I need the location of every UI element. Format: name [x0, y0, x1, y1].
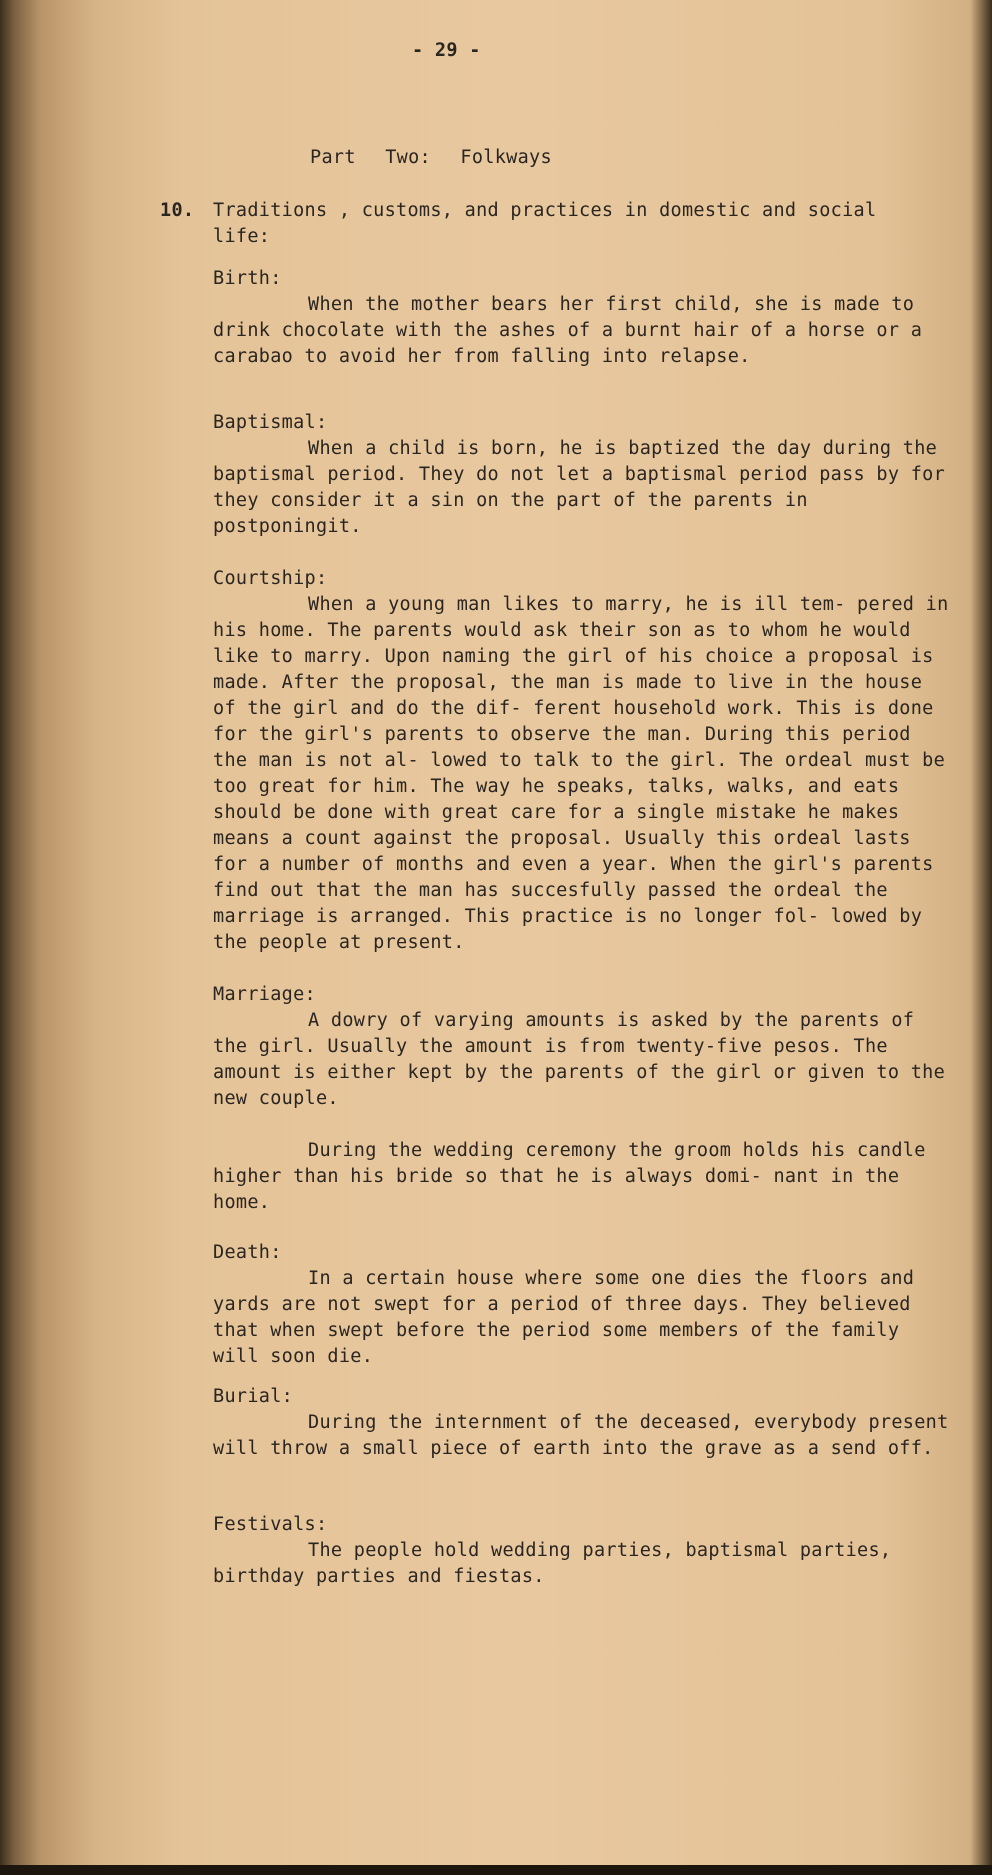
section-heading: Death: — [213, 1242, 282, 1263]
section-number: 10. — [160, 200, 195, 221]
section-paragraph: When a child is born, he is baptized the day during the baptismal period. They do not let a baptismal period pass by for they consider it a sin on the part of the parents in postponingit. — [213, 438, 946, 537]
section-heading: Birth: — [213, 268, 282, 289]
section-paragraph: During the internment of the deceased, everybody present will throw a small piece of earth into the grave as a send off. — [213, 1412, 949, 1459]
section-festivals — [213, 1512, 953, 1590]
section-baptismal — [213, 410, 953, 540]
section-heading: Burial: — [213, 1386, 294, 1407]
section-paragraph: A dowry of varying amounts is asked by the parents of the girl. Usually the amount is from twenty-five pesos. The amount is either kept by the parents of the girl or given to the new couple. — [213, 1010, 946, 1109]
section-birth — [213, 266, 953, 370]
section-paragraph: The people hold wedding parties, baptismal parties, birthday parties and fiestas. — [213, 1540, 892, 1587]
section-heading: Festivals: — [213, 1514, 328, 1535]
section-paragraph: When a young man likes to marry, he is ill tem- pered in his home. The parents would ask their son as to whom he would like to marry. Upon naming the girl of his choice a proposal is made. After the proposal, the man is made to live in the house of the girl and do the dif- ferent household work. This is done for the girl's parents to observe the man. During this period the man is not al- lowed to talk to the girl. The ordeal must be too great for him. The way he speaks, talks, walks, and eats should be done with great care for a single mistake he makes means a count against the proposal. Usually this ordeal lasts for a number of months and even a year. When the girl's parents find out that the man has succesfully passed the ordeal the marriage is arranged. This practice is no longer fol- lowed by the people at present. — [213, 594, 949, 953]
section-title: Traditions , customs, and practices in domestic and social life: — [213, 200, 877, 247]
section-paragraph: In a certain house where some one dies the floors and yards are not swept for a period of three days. They believed that when swept before the period some members of the family will soon die. — [213, 1268, 915, 1367]
section-heading: Baptismal: — [213, 412, 328, 433]
part-title: Part Two: Folkways — [310, 147, 552, 168]
page-number: - 29 - — [412, 40, 481, 61]
section-heading: Marriage: — [213, 984, 316, 1005]
section-heading: Courtship: — [213, 568, 328, 589]
section-marriage — [213, 982, 953, 1216]
section-paragraph: When the mother bears her first child, she is made to drink chocolate with the ashes of a burnt hair of a horse or a carabao to avoid her from falling into relapse. — [213, 294, 923, 367]
section-courtship — [213, 566, 953, 956]
section-death — [213, 1240, 953, 1370]
section-paragraph: During the wedding ceremony the groom holds his candle higher than his bride so that he is always domi- nant in the home. — [213, 1140, 926, 1213]
section-burial — [213, 1384, 953, 1462]
